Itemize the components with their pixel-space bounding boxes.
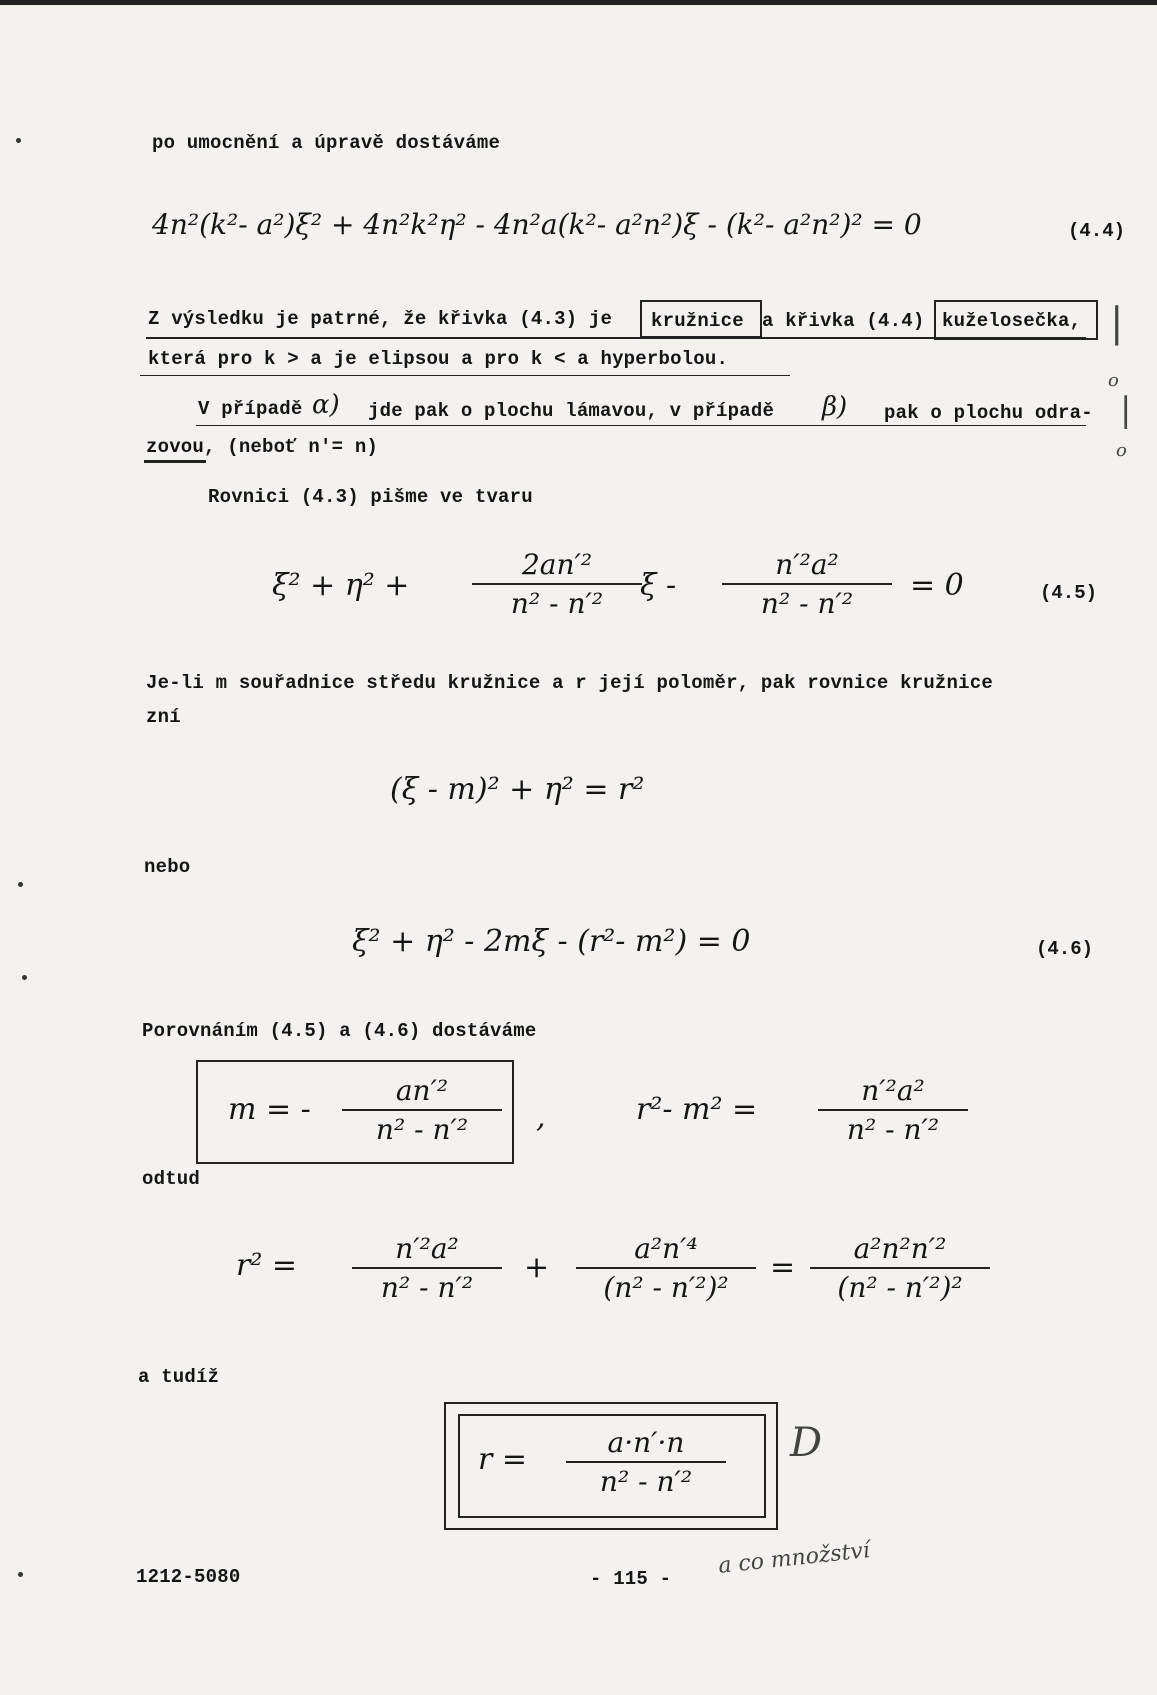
fraction-numerator: n′²a² — [861, 1074, 925, 1107]
equation-number-4-6: (4.6) — [1036, 938, 1094, 960]
nebo-text: nebo — [144, 856, 191, 878]
fraction-denominator: n² - n′² — [760, 587, 854, 620]
top-edge-line — [0, 0, 1157, 5]
equation-r2-equals: = — [770, 1250, 796, 1285]
paragraph-result-line2: která pro k > a je elipsou a pro k < a hyperbolou. — [148, 348, 729, 370]
fraction-denominator: n² - n′² — [846, 1113, 940, 1146]
fraction-numerator: a·n′·n — [607, 1426, 685, 1459]
word-kuzelosecka: kuželosečka, — [942, 310, 1082, 332]
fraction-denominator: n² - n′² — [599, 1465, 693, 1498]
page-number: - 115 - — [590, 1568, 672, 1590]
fraction-numerator: n′²a² — [395, 1232, 459, 1265]
fraction-denominator: n² - n′² — [380, 1271, 474, 1304]
paragraph-case-line2: zovou, (neboť n′= n) — [146, 436, 379, 458]
handwritten-note: a co množství — [717, 1538, 872, 1579]
underline — [140, 375, 790, 376]
equation-m-lhs: m = - — [228, 1092, 311, 1127]
rovnici-text: Rovnici (4.3) pišme ve tvaru — [208, 486, 533, 508]
equation-r2m2-fraction — [818, 1074, 968, 1146]
fraction-denominator: (n² - n′²)² — [837, 1271, 963, 1304]
fraction-denominator: n² - n′² — [510, 587, 604, 620]
equation-m-comma: , — [536, 1100, 546, 1135]
margin-dot — [18, 882, 23, 887]
equation-4-5-rhs: = 0 — [910, 568, 964, 603]
atudiz-text: a tudíž — [138, 1366, 220, 1388]
equation-number-4-4: (4.4) — [1068, 220, 1126, 242]
margin-mark: o — [1116, 440, 1127, 461]
jeli-line2: zní — [146, 706, 181, 728]
fraction-denominator: (n² - n′²)² — [603, 1271, 729, 1304]
equation-number-4-5: (4.5) — [1040, 582, 1098, 604]
equation-4-4: 4n²(k²- a²)ξ² + 4n²k²η² - 4n²a(k²- a²n²)ξ - (k²- a²n²)² = 0 — [152, 208, 922, 241]
alpha-symbol: α) — [312, 390, 340, 420]
margin-dot — [18, 1572, 23, 1577]
equation-r-fraction — [566, 1426, 726, 1498]
margin-dot — [16, 138, 21, 143]
underline — [146, 337, 1086, 339]
paragraph-result-line1-b: a křivka (4.4) — [762, 310, 925, 332]
equation-4-5-fraction-2 — [722, 548, 892, 620]
equation-4-6: ξ² + η² - 2mξ - (r²- m²) = 0 — [352, 924, 751, 959]
equation-r2-plus: + — [524, 1250, 550, 1285]
fraction-denominator: n² - n′² — [375, 1113, 469, 1146]
underline — [196, 425, 1086, 426]
equation-circle: (ξ - m)² + η² = r² — [390, 772, 645, 807]
paragraph-case-line1-c: pak o plochu odra- — [884, 402, 1093, 424]
margin-mark: o — [1108, 370, 1119, 391]
paragraph-result-line1-a: Z výsledku je patrné, že křivka (4.3) je — [148, 308, 613, 330]
footer-code: 1212-5080 — [136, 1566, 241, 1588]
margin-mark: | — [1110, 300, 1124, 346]
equation-r2-fraction-2 — [576, 1232, 756, 1304]
word-kruznice: kružnice — [651, 310, 744, 332]
beta-symbol: β) — [822, 392, 848, 422]
margin-mark: D — [790, 1420, 823, 1466]
paragraph-case-line1-a: V případě — [198, 398, 303, 420]
margin-dot — [22, 975, 27, 980]
equation-4-5-fraction-1 — [472, 548, 642, 620]
equation-r2m2-lhs: r²- m² = — [636, 1092, 758, 1127]
equation-r-lhs: r = — [478, 1442, 528, 1477]
equation-r2-lhs: r² = — [236, 1248, 298, 1283]
intro-text: po umocnění a úpravě dostáváme — [152, 132, 501, 154]
porovnanim-text: Porovnáním (4.5) a (4.6) dostáváme — [142, 1020, 537, 1042]
fraction-numerator: 2an′² — [521, 548, 593, 581]
underline — [144, 460, 206, 463]
odtud-text: odtud — [142, 1168, 201, 1190]
jeli-line1: Je-li m souřadnice středu kružnice a r její poloměr, pak rovnice kružnice — [146, 672, 993, 694]
fraction-numerator: a²n′⁴ — [634, 1232, 698, 1265]
equation-4-5-lead: ξ² + η² + — [272, 568, 410, 603]
equation-4-5-mid: ξ - — [640, 568, 677, 603]
margin-mark: | — [1120, 390, 1132, 430]
fraction-numerator: n′²a² — [775, 548, 839, 581]
equation-r2-fraction-3 — [810, 1232, 990, 1304]
equation-r2-fraction-1 — [352, 1232, 502, 1304]
fraction-numerator: an′² — [395, 1074, 449, 1107]
equation-m-fraction — [342, 1074, 502, 1146]
fraction-numerator: a²n²n′² — [853, 1232, 947, 1265]
paragraph-case-line1-b: jde pak o plochu lámavou, v případě — [368, 400, 775, 422]
